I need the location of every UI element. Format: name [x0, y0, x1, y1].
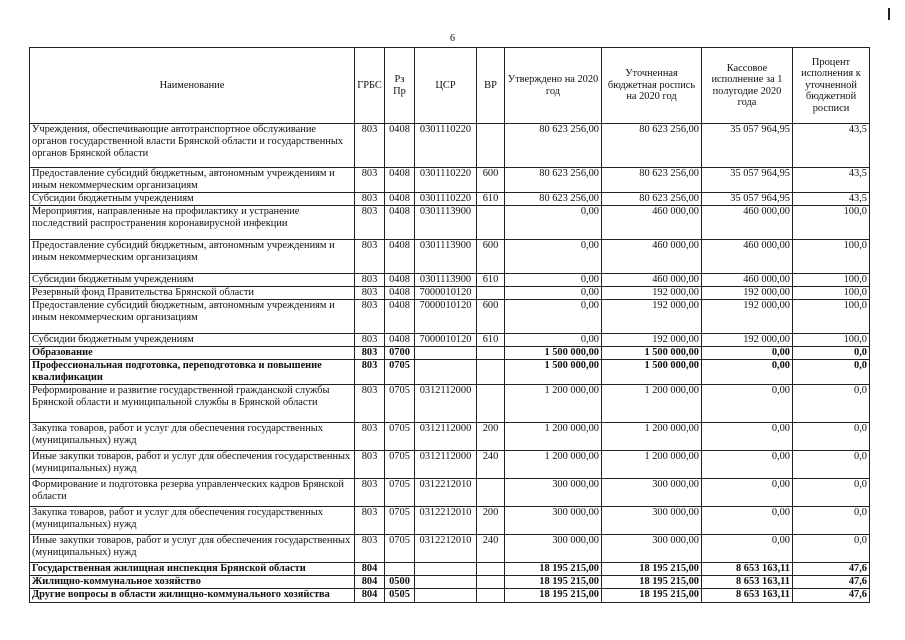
row-approved-cell: 1 500 000,00 [505, 360, 602, 385]
row-name-cell: Закупка товаров, работ и услуг для обеспечения государственных (муниципальных) нужд [30, 423, 355, 451]
row-cash-cell: 35 057 964,95 [702, 193, 793, 206]
row-csr-cell: 0301113900 [415, 206, 477, 240]
row-refined-cell: 192 000,00 [602, 287, 702, 300]
row-cash-cell: 460 000,00 [702, 206, 793, 240]
header-percent: Процент исполнения к уточненной бюджетной росписи [793, 48, 870, 124]
row-approved-cell: 18 195 215,00 [505, 576, 602, 589]
table-body [30, 124, 870, 603]
row-percent-cell: 100,0 [793, 240, 870, 274]
row-approved-cell: 1 500 000,00 [505, 347, 602, 360]
row-grbs-cell: 803 [355, 451, 385, 479]
row-cash-cell: 8 653 163,11 [702, 576, 793, 589]
row-vr-cell [477, 385, 505, 423]
table-row [30, 193, 870, 206]
row-grbs-cell: 803 [355, 287, 385, 300]
row-cash-cell: 460 000,00 [702, 240, 793, 274]
row-grbs-cell: 803 [355, 240, 385, 274]
row-csr-cell: 7000010120 [415, 334, 477, 347]
row-grbs-cell: 803 [355, 300, 385, 334]
row-rzpr-cell: 0408 [385, 206, 415, 240]
row-cash-cell: 35 057 964,95 [702, 124, 793, 168]
row-grbs-cell: 803 [355, 274, 385, 287]
row-csr-cell: 0312112000 [415, 423, 477, 451]
page-number: 6 [450, 33, 455, 44]
row-refined-cell: 460 000,00 [602, 274, 702, 287]
row-rzpr-cell: 0408 [385, 240, 415, 274]
header-name: Наименование [30, 48, 355, 124]
table-row [30, 423, 870, 451]
table-row [30, 168, 870, 193]
row-name-cell: Реформирование и развитие государственной гражданской службы Брянской области и муниципальной службы в Брянской области [30, 385, 355, 423]
table-row [30, 274, 870, 287]
row-grbs-cell: 804 [355, 589, 385, 603]
row-name-cell: Закупка товаров, работ и услуг для обеспечения государственных (муниципальных) нужд [30, 507, 355, 535]
row-percent-cell: 100,0 [793, 274, 870, 287]
row-name-cell: Иные закупки товаров, работ и услуг для обеспечения государственных (муниципальных) нужд [30, 451, 355, 479]
table-row [30, 535, 870, 563]
row-grbs-cell: 803 [355, 479, 385, 507]
table-row [30, 240, 870, 274]
row-rzpr-cell: 0705 [385, 535, 415, 563]
row-name-cell: Формирование и подготовка резерва управленческих кадров Брянской области [30, 479, 355, 507]
row-name-cell: Резервный фонд Правительства Брянской области [30, 287, 355, 300]
row-refined-cell: 1 500 000,00 [602, 347, 702, 360]
header-vr: ВР [477, 48, 505, 124]
row-csr-cell: 0301113900 [415, 240, 477, 274]
row-refined-cell: 18 195 215,00 [602, 589, 702, 603]
row-cash-cell: 8 653 163,11 [702, 563, 793, 576]
row-vr-cell [477, 479, 505, 507]
row-grbs-cell: 803 [355, 124, 385, 168]
row-percent-cell: 100,0 [793, 206, 870, 240]
row-name-cell: Профессиональная подготовка, переподготовка и повышение квалификации [30, 360, 355, 385]
row-approved-cell: 0,00 [505, 287, 602, 300]
row-csr-cell: 0301110220 [415, 193, 477, 206]
row-grbs-cell: 803 [355, 347, 385, 360]
row-approved-cell: 18 195 215,00 [505, 563, 602, 576]
row-refined-cell: 460 000,00 [602, 240, 702, 274]
row-percent-cell: 43,5 [793, 193, 870, 206]
row-csr-cell: 0312212010 [415, 507, 477, 535]
table-row [30, 124, 870, 168]
table-row [30, 287, 870, 300]
row-cash-cell: 192 000,00 [702, 300, 793, 334]
header-cash: Кассовое исполнение за 1 полугодие 2020 года [702, 48, 793, 124]
row-grbs-cell: 803 [355, 334, 385, 347]
row-percent-cell: 100,0 [793, 334, 870, 347]
header-rzpr: Рз Пр [385, 48, 415, 124]
row-percent-cell: 0,0 [793, 507, 870, 535]
row-rzpr-cell: 0705 [385, 385, 415, 423]
row-grbs-cell: 804 [355, 563, 385, 576]
row-vr-cell: 610 [477, 274, 505, 287]
row-percent-cell: 0,0 [793, 479, 870, 507]
table-row [30, 507, 870, 535]
header-refined: Уточненная бюджетная роспись на 2020 год [602, 48, 702, 124]
row-approved-cell: 300 000,00 [505, 507, 602, 535]
row-name-cell: Субсидии бюджетным учреждениям [30, 334, 355, 347]
row-vr-cell [477, 360, 505, 385]
row-approved-cell: 18 195 215,00 [505, 589, 602, 603]
table-header-row [30, 48, 870, 124]
row-percent-cell: 47,6 [793, 563, 870, 576]
row-percent-cell: 0,0 [793, 347, 870, 360]
row-refined-cell: 192 000,00 [602, 300, 702, 334]
row-rzpr-cell: 0408 [385, 287, 415, 300]
row-cash-cell: 0,00 [702, 347, 793, 360]
row-cash-cell: 35 057 964,95 [702, 168, 793, 193]
row-vr-cell: 200 [477, 423, 505, 451]
row-vr-cell: 610 [477, 334, 505, 347]
row-csr-cell: 0312112000 [415, 451, 477, 479]
row-cash-cell: 0,00 [702, 451, 793, 479]
row-approved-cell: 1 200 000,00 [505, 423, 602, 451]
row-name-cell: Предоставление субсидий бюджетным, автономным учреждениям и иным некоммерческим организациям [30, 240, 355, 274]
row-csr-cell: 0312212010 [415, 479, 477, 507]
row-rzpr-cell: 0408 [385, 168, 415, 193]
row-name-cell: Субсидии бюджетным учреждениям [30, 193, 355, 206]
row-rzpr-cell: 0705 [385, 451, 415, 479]
row-refined-cell: 300 000,00 [602, 479, 702, 507]
row-refined-cell: 1 500 000,00 [602, 360, 702, 385]
row-approved-cell: 1 200 000,00 [505, 385, 602, 423]
row-vr-cell [477, 206, 505, 240]
row-refined-cell: 80 623 256,00 [602, 168, 702, 193]
row-rzpr-cell [385, 563, 415, 576]
row-rzpr-cell: 0705 [385, 423, 415, 451]
row-cash-cell: 0,00 [702, 423, 793, 451]
row-percent-cell: 47,6 [793, 589, 870, 603]
row-name-cell: Жилищно-коммунальное хозяйство [30, 576, 355, 589]
row-cash-cell: 192 000,00 [702, 334, 793, 347]
table-row [30, 576, 870, 589]
row-grbs-cell: 803 [355, 535, 385, 563]
row-rzpr-cell: 0705 [385, 507, 415, 535]
row-percent-cell: 100,0 [793, 287, 870, 300]
row-rzpr-cell: 0500 [385, 576, 415, 589]
row-grbs-cell: 804 [355, 576, 385, 589]
row-approved-cell: 0,00 [505, 334, 602, 347]
row-name-cell: Предоставление субсидий бюджетным, автономным учреждениям и иным некоммерческим организациям [30, 300, 355, 334]
row-percent-cell: 47,6 [793, 576, 870, 589]
row-vr-cell [477, 347, 505, 360]
row-csr-cell: 7000010120 [415, 300, 477, 334]
row-name-cell: Образование [30, 347, 355, 360]
row-approved-cell: 0,00 [505, 240, 602, 274]
row-csr-cell [415, 563, 477, 576]
row-vr-cell: 600 [477, 168, 505, 193]
table-row [30, 563, 870, 576]
row-cash-cell: 0,00 [702, 507, 793, 535]
row-rzpr-cell: 0705 [385, 479, 415, 507]
row-refined-cell: 1 200 000,00 [602, 385, 702, 423]
row-name-cell: Иные закупки товаров, работ и услуг для обеспечения государственных (муниципальных) нужд [30, 535, 355, 563]
row-cash-cell: 460 000,00 [702, 274, 793, 287]
row-name-cell: Государственная жилищная инспекция Брянской области [30, 563, 355, 576]
row-vr-cell [477, 589, 505, 603]
table-row [30, 334, 870, 347]
row-percent-cell: 0,0 [793, 451, 870, 479]
row-cash-cell: 0,00 [702, 385, 793, 423]
row-percent-cell: 43,5 [793, 124, 870, 168]
row-refined-cell: 18 195 215,00 [602, 576, 702, 589]
row-rzpr-cell: 0408 [385, 274, 415, 287]
row-csr-cell: 0312112000 [415, 385, 477, 423]
row-refined-cell: 1 200 000,00 [602, 423, 702, 451]
row-refined-cell: 300 000,00 [602, 507, 702, 535]
row-percent-cell: 0,0 [793, 385, 870, 423]
row-refined-cell: 192 000,00 [602, 334, 702, 347]
row-percent-cell: 43,5 [793, 168, 870, 193]
scan-corner-mark [888, 8, 890, 20]
row-cash-cell: 192 000,00 [702, 287, 793, 300]
row-csr-cell: 0301113900 [415, 274, 477, 287]
row-approved-cell: 80 623 256,00 [505, 124, 602, 168]
row-percent-cell: 0,0 [793, 535, 870, 563]
row-refined-cell: 80 623 256,00 [602, 193, 702, 206]
row-vr-cell [477, 576, 505, 589]
row-csr-cell: 0301110220 [415, 168, 477, 193]
row-grbs-cell: 803 [355, 507, 385, 535]
row-rzpr-cell: 0408 [385, 334, 415, 347]
row-grbs-cell: 803 [355, 206, 385, 240]
row-vr-cell: 610 [477, 193, 505, 206]
row-percent-cell: 0,0 [793, 360, 870, 385]
row-vr-cell: 240 [477, 535, 505, 563]
row-csr-cell [415, 347, 477, 360]
row-rzpr-cell: 0705 [385, 360, 415, 385]
row-csr-cell [415, 589, 477, 603]
row-name-cell: Предоставление субсидий бюджетным, автономным учреждениям и иным некоммерческим организациям [30, 168, 355, 193]
row-rzpr-cell: 0408 [385, 193, 415, 206]
row-cash-cell: 0,00 [702, 535, 793, 563]
row-name-cell: Другие вопросы в области жилищно-коммунального хозяйства [30, 589, 355, 603]
row-grbs-cell: 803 [355, 385, 385, 423]
row-grbs-cell: 803 [355, 360, 385, 385]
table-row [30, 300, 870, 334]
row-csr-cell [415, 360, 477, 385]
row-vr-cell [477, 124, 505, 168]
row-refined-cell: 18 195 215,00 [602, 563, 702, 576]
row-csr-cell [415, 576, 477, 589]
row-percent-cell: 100,0 [793, 300, 870, 334]
budget-table [29, 47, 870, 603]
row-cash-cell: 8 653 163,11 [702, 589, 793, 603]
row-approved-cell: 80 623 256,00 [505, 193, 602, 206]
row-name-cell: Учреждения, обеспечивающие автотранспортное обслуживание органов государственной власти Брянской области и государственных органов Брянской области [30, 124, 355, 168]
table-row [30, 206, 870, 240]
row-rzpr-cell: 0700 [385, 347, 415, 360]
row-csr-cell: 0312212010 [415, 535, 477, 563]
row-percent-cell: 0,0 [793, 423, 870, 451]
row-refined-cell: 300 000,00 [602, 535, 702, 563]
row-approved-cell: 0,00 [505, 274, 602, 287]
row-vr-cell [477, 563, 505, 576]
row-refined-cell: 1 200 000,00 [602, 451, 702, 479]
row-vr-cell: 600 [477, 300, 505, 334]
row-vr-cell: 600 [477, 240, 505, 274]
row-grbs-cell: 803 [355, 168, 385, 193]
row-grbs-cell: 803 [355, 193, 385, 206]
row-refined-cell: 80 623 256,00 [602, 124, 702, 168]
row-cash-cell: 0,00 [702, 479, 793, 507]
row-rzpr-cell: 0408 [385, 300, 415, 334]
header-csr: ЦСР [415, 48, 477, 124]
row-vr-cell: 200 [477, 507, 505, 535]
row-csr-cell: 7000010120 [415, 287, 477, 300]
row-rzpr-cell: 0408 [385, 124, 415, 168]
table-row [30, 360, 870, 385]
table-row [30, 451, 870, 479]
row-name-cell: Мероприятия, направленные на профилактику и устранение последствий распространения коронавирусной инфекции [30, 206, 355, 240]
table-row [30, 589, 870, 603]
row-csr-cell: 0301110220 [415, 124, 477, 168]
row-approved-cell: 300 000,00 [505, 535, 602, 563]
row-refined-cell: 460 000,00 [602, 206, 702, 240]
row-approved-cell: 300 000,00 [505, 479, 602, 507]
row-approved-cell: 1 200 000,00 [505, 451, 602, 479]
row-rzpr-cell: 0505 [385, 589, 415, 603]
table-row [30, 479, 870, 507]
row-vr-cell: 240 [477, 451, 505, 479]
header-grbs: ГРБС [355, 48, 385, 124]
row-approved-cell: 0,00 [505, 300, 602, 334]
row-grbs-cell: 803 [355, 423, 385, 451]
row-name-cell: Субсидии бюджетным учреждениям [30, 274, 355, 287]
row-vr-cell [477, 287, 505, 300]
row-cash-cell: 0,00 [702, 360, 793, 385]
row-approved-cell: 0,00 [505, 206, 602, 240]
header-approved: Утверждено на 2020 год [505, 48, 602, 124]
table-row [30, 385, 870, 423]
table-row [30, 347, 870, 360]
row-approved-cell: 80 623 256,00 [505, 168, 602, 193]
